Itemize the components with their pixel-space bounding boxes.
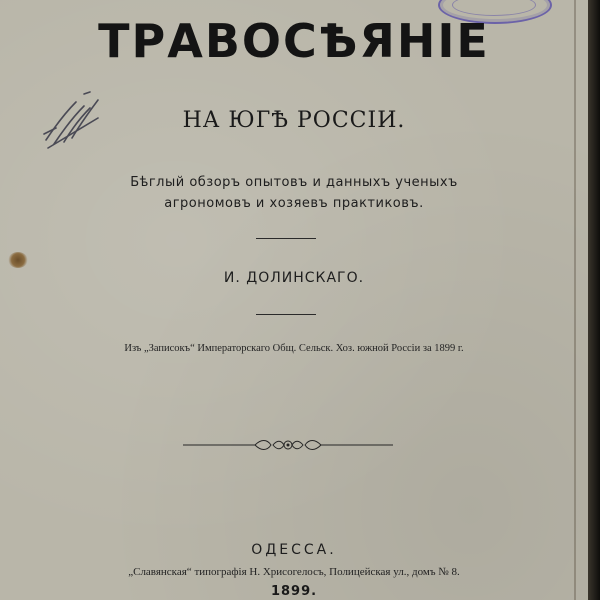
description-line-2: агрономовъ и хозяевъ практиковъ. [164,196,424,211]
divider-rule-top [256,238,316,239]
description-line-1: Бѣглый обзоръ опытовъ и данныхъ ученыхъ [130,175,458,190]
author-name: И. ДОЛИНСКАГО. [223,270,365,286]
book-subtitle: НА ЮГѢ РОССІИ. [182,108,406,133]
paper-stain [8,252,28,268]
publication-year: 1899. [270,584,318,599]
publication-city: ОДЕССА. [251,542,337,558]
page-fold-line [574,0,576,600]
divider-rule-bottom [256,314,316,315]
book-title: ТРАВОСѢЯНІЕ [98,14,490,68]
source-note: Изъ „Записокъ“ Императорскаго Общ. Сельск. Хоз. южной Россіи за 1899 г. [124,343,464,354]
ornament-divider-icon [183,436,393,454]
book-edge [588,0,600,600]
printer-imprint: „Славянская“ типографія Н. Хрисогелосъ, Полицейская ул., домъ № 8. [128,566,460,578]
